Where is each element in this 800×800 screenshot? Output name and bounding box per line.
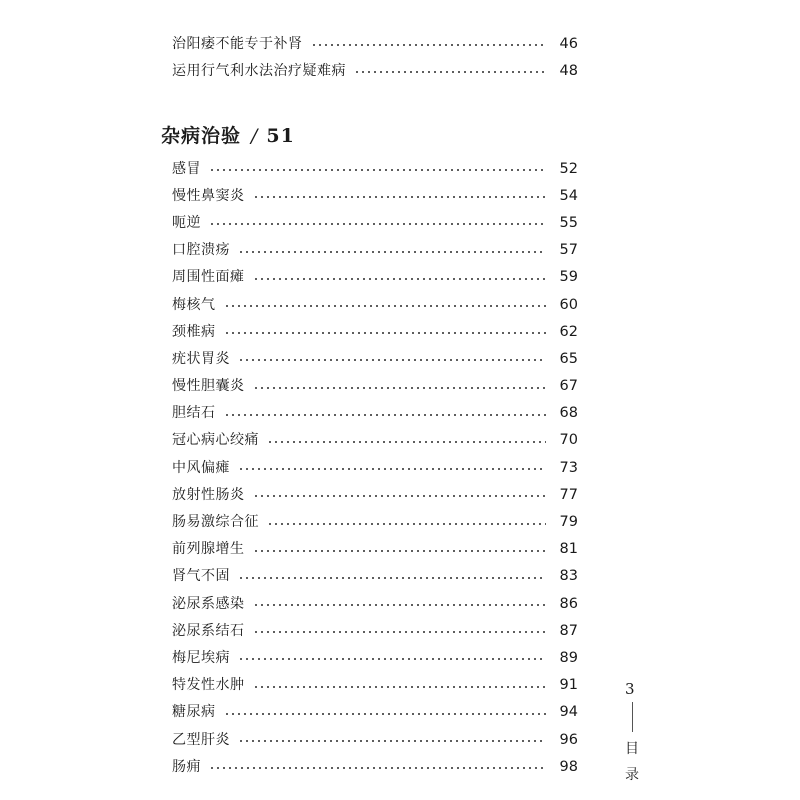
dot-leader: [238, 657, 546, 661]
section-page: 51: [266, 125, 295, 147]
toc-entry-title: 乙型肝炎: [172, 731, 234, 749]
toc-entry-title: 冠心病心绞痛: [172, 431, 263, 449]
toc-entry-title: 口腔溃疡: [172, 241, 234, 259]
toc-entry-title: 慢性鼻窦炎: [172, 187, 249, 205]
toc-entry-page: 86: [559, 595, 578, 612]
toc-entry-title: 肠痈: [172, 758, 205, 776]
dot-leader: [238, 358, 546, 362]
toc-entry[interactable]: [172, 182, 578, 209]
dot-leader: [253, 630, 547, 634]
toc-entry-page: 67: [559, 378, 578, 395]
toc-entry[interactable]: [172, 536, 578, 563]
toc-entry[interactable]: [172, 427, 578, 454]
toc-entry-page: 54: [559, 187, 578, 204]
dot-leader: [209, 766, 546, 770]
dot-leader: [224, 413, 547, 417]
toc-entry-page: 91: [559, 677, 578, 694]
dot-leader: [311, 43, 547, 47]
toc-entry-page: 52: [559, 160, 578, 177]
toc-entry-title: 泌尿系感染: [172, 595, 249, 613]
toc-entry[interactable]: [172, 264, 578, 291]
toc-entry[interactable]: [172, 400, 578, 427]
dot-leader: [354, 70, 546, 74]
toc-entry-page: 55: [559, 214, 578, 231]
toc-entry[interactable]: [172, 209, 578, 236]
section-title: 杂病治验: [161, 125, 242, 147]
toc-entry-page: 77: [559, 486, 578, 503]
toc-entry-title: 周围性面瘫: [172, 268, 249, 286]
dot-leader: [209, 222, 546, 226]
toc-entry-title: 糖尿病: [172, 703, 220, 721]
toc-entry-page: 96: [559, 731, 578, 748]
dot-leader: [267, 440, 546, 444]
toc-entry-title: 呃逆: [172, 214, 205, 232]
toc-entry-title: 梅核气: [172, 296, 220, 314]
toc-entry-page: 87: [559, 622, 578, 639]
dot-leader: [238, 250, 546, 254]
toc-entry[interactable]: [172, 291, 578, 318]
dot-leader: [224, 712, 547, 716]
toc-entry[interactable]: [172, 57, 578, 84]
toc-list-main: [172, 155, 578, 780]
section-heading: [161, 121, 295, 148]
toc-entry-title: 放射性肠炎: [172, 486, 249, 504]
toc-entry-page: 98: [559, 758, 578, 775]
folio-page-number: 3: [625, 680, 635, 698]
toc-entry[interactable]: [172, 318, 578, 345]
toc-entry-title: 颈椎病: [172, 323, 220, 341]
toc-entry[interactable]: [172, 644, 578, 671]
toc-entry[interactable]: [172, 345, 578, 372]
toc-entry-title: 特发性水肿: [172, 676, 249, 694]
toc-entry-title: 肾气不固: [172, 567, 234, 585]
toc-entry-page: 89: [559, 649, 578, 666]
toc-entry-page: 70: [559, 432, 578, 449]
toc-entry-page: 94: [559, 704, 578, 721]
toc-entry[interactable]: [172, 454, 578, 481]
toc-entry[interactable]: [172, 508, 578, 535]
toc-entry-title: 梅尼埃病: [172, 649, 234, 667]
toc-entry-title: 治阳痿不能专于补肾: [172, 35, 307, 53]
toc-entry-title: 运用行气利水法治疗疑难病: [172, 62, 350, 80]
toc-entry[interactable]: [172, 30, 578, 57]
toc-entry-title: 胆结石: [172, 404, 220, 422]
toc-entry-title: 泌尿系结石: [172, 622, 249, 640]
toc-entry[interactable]: [172, 699, 578, 726]
toc-entry[interactable]: [172, 237, 578, 264]
toc-list-top: [172, 30, 578, 84]
dot-leader: [238, 467, 546, 471]
toc-entry-page: 46: [559, 35, 578, 52]
running-head: 目 录: [625, 741, 639, 783]
toc-entry[interactable]: [172, 481, 578, 508]
folio-divider: [632, 702, 633, 732]
toc-entry-page: 79: [559, 514, 578, 531]
section-separator: /: [251, 125, 259, 147]
toc-entry-title: 疣状胃炎: [172, 350, 234, 368]
dot-leader: [253, 277, 547, 281]
dot-leader: [253, 386, 547, 390]
toc-entry-page: 73: [559, 459, 578, 476]
toc-entry-title: 感冒: [172, 160, 205, 178]
toc-entry-page: 65: [559, 350, 578, 367]
toc-entry-title: 肠易激综合征: [172, 513, 263, 531]
toc-entry[interactable]: [172, 373, 578, 400]
toc-entry[interactable]: [172, 753, 578, 780]
toc-entry[interactable]: [172, 563, 578, 590]
toc-entry-page: 48: [559, 62, 578, 79]
dot-leader: [253, 603, 547, 607]
dot-leader: [253, 549, 547, 553]
toc-entry-page: 81: [559, 541, 578, 558]
dot-leader: [209, 168, 546, 172]
toc-entry-page: 59: [559, 269, 578, 286]
dot-leader: [224, 304, 547, 308]
toc-entry-page: 62: [559, 323, 578, 340]
toc-entry[interactable]: [172, 672, 578, 699]
toc-entry-title: 前列腺增生: [172, 540, 249, 558]
toc-entry-page: 57: [559, 242, 578, 259]
dot-leader: [238, 576, 546, 580]
dot-leader: [253, 685, 547, 689]
toc-entry-page: 60: [559, 296, 578, 313]
dot-leader: [253, 195, 547, 199]
toc-entry-page: 68: [559, 405, 578, 422]
toc-entry[interactable]: [172, 726, 578, 753]
toc-entry[interactable]: [172, 155, 578, 182]
dot-leader: [238, 739, 546, 743]
toc-entry[interactable]: [172, 617, 578, 644]
toc-entry-title: 中风偏瘫: [172, 459, 234, 477]
toc-entry[interactable]: [172, 590, 578, 617]
dot-leader: [253, 494, 547, 498]
toc-entry-page: 83: [559, 568, 578, 585]
dot-leader: [267, 522, 546, 526]
toc-entry-title: 慢性胆囊炎: [172, 377, 249, 395]
dot-leader: [224, 331, 547, 335]
